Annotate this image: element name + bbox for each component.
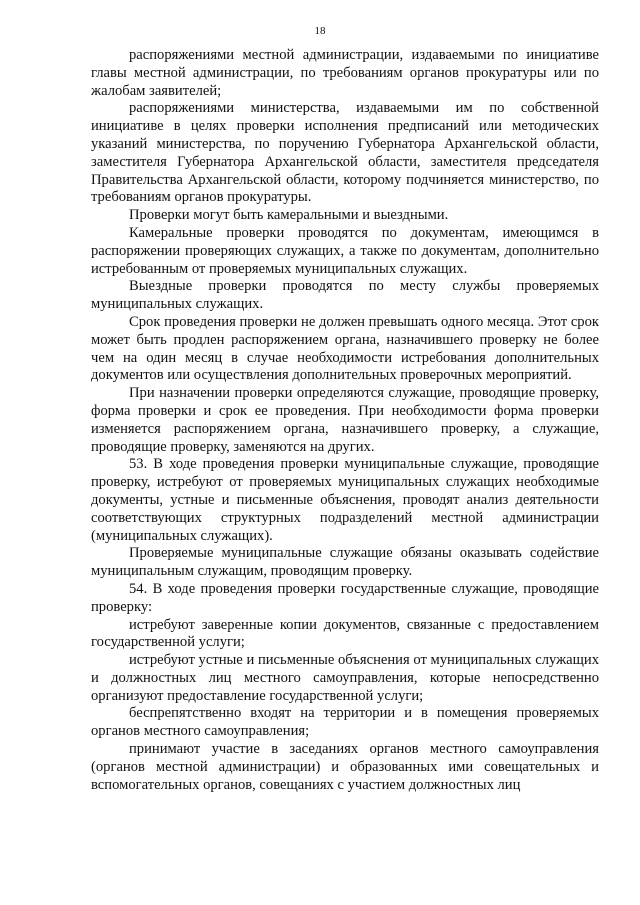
paragraph: принимают участие в заседаниях органов местного самоуправления (органов местной администрации) и образованных ими совещательных и вспомогательных органов, совещаниях с участием должностных лиц xyxy=(91,741,599,793)
paragraph: истребуют заверенные копии документов, связанные с предоставлением государственной услуги; xyxy=(91,616,599,651)
document-body xyxy=(91,47,599,794)
paragraph: При назначении проверки определяются служащие, проводящие проверку, форма проверки и срок ее проведения. При необходимости форма проверки изменяется распоряжением органа, назначившего проверку, а служащие, проводящие проверку, заменяются на других. xyxy=(91,385,599,455)
paragraph: Проверяемые муниципальные служащие обязаны оказывать содействие муниципальным служащим, проводящим проверку. xyxy=(91,545,599,580)
paragraph: истребуют устные и письменные объяснения от муниципальных служащих и должностных лиц местного самоуправления, которые непосредственно организуют предоставление государственной услуги; xyxy=(91,652,599,704)
paragraph: Срок проведения проверки не должен превышать одного месяца. Этот срок может быть продлен распоряжением органа, назначившего проверку не более чем на один месяц в случае необходимости истребования дополнительных документов или осуществления дополнительных проверочных мероприятий. xyxy=(91,313,599,384)
paragraph: распоряжениями местной администрации, издаваемыми по инициативе главы местной администрации, по требованиям органов прокуратуры или по жалобам заявителей; xyxy=(91,47,599,99)
page-number: 18 xyxy=(314,25,326,37)
paragraph: беспрепятственно входят на территории и в помещения проверяемых органов местного самоуправления; xyxy=(91,705,599,740)
paragraph: распоряжениями министерства, издаваемыми им по собственной инициативе в целях проверки исполнения предписаний или методических указаний министерства, по поручению Губернатора Архангельской области, заместителя Губернатора Архангельской области, заместителя председателя Правительства Архангельской области, которому подчиняется министерство, по требованиям органов прокуратуры. xyxy=(91,100,599,206)
paragraph: Камеральные проверки проводятся по документам, имеющимся в распоряжении проверяющих служащих, а также по документам, дополнительно истребованным от проверяемых муниципальных служащих. xyxy=(91,224,599,277)
paragraph: Проверки могут быть камеральными и выездными. xyxy=(129,207,449,224)
paragraph: 54. В ходе проведения проверки государственные служащие, проводящие проверку: xyxy=(91,580,599,615)
paragraph: 53. В ходе проведения проверки муниципальные служащие, проводящие проверку, истребуют от проверяемых муниципальных служащих необходимые документы, устные и письменные объяснения, проводят анализ деятельности соответствующих структурных подразделений местной администрации (муниципальных служащих). xyxy=(91,456,599,544)
paragraph: Выездные проверки проводятся по месту службы проверяемых муниципальных служащих. xyxy=(91,278,599,313)
